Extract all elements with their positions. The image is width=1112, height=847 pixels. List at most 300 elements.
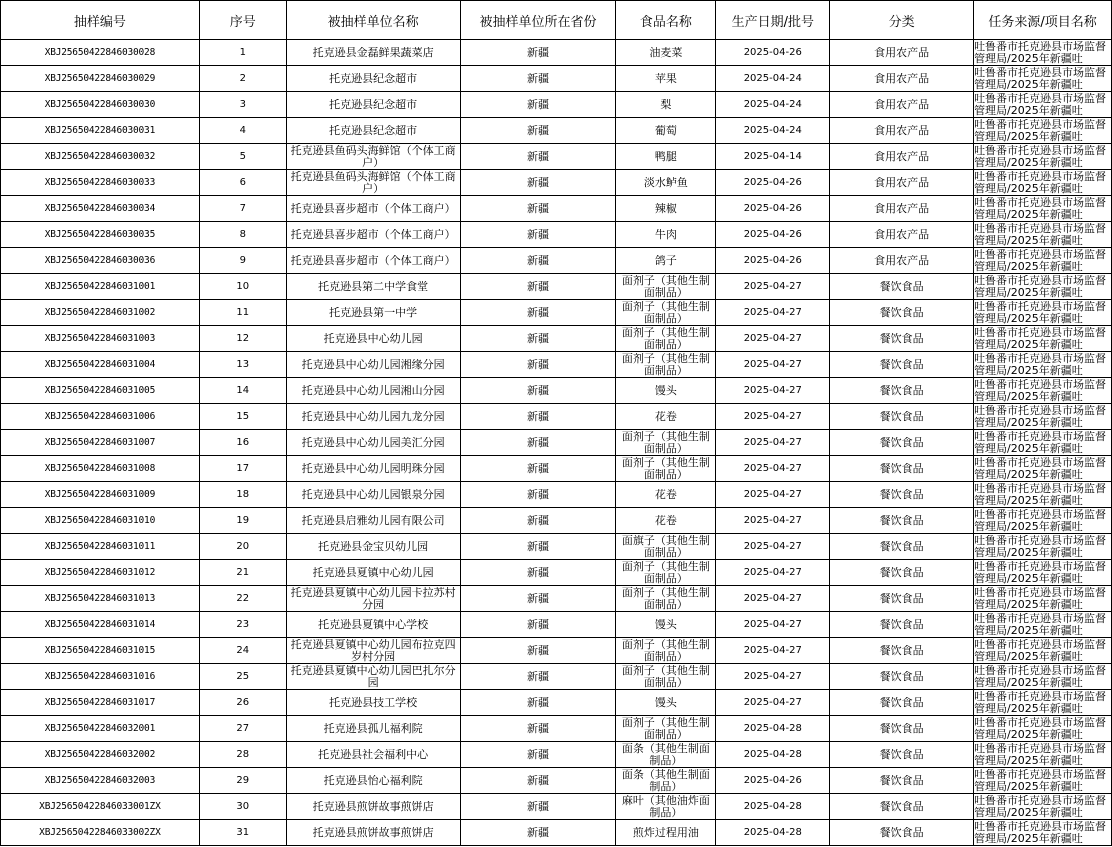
sampled-unit-cell-text: 托克逊县中心幼儿园明珠分园 bbox=[301, 462, 445, 475]
sample-code-cell-text: XBJ25650422846031014 bbox=[44, 618, 156, 630]
production-date-cell bbox=[716, 534, 830, 560]
sampled-unit-cell-text: 托克逊县喜步超市（个体工商户） bbox=[290, 228, 456, 241]
category-cell-text: 食用农产品 bbox=[874, 72, 930, 85]
production-date-cell bbox=[716, 768, 830, 794]
category-cell-text: 餐饮食品 bbox=[879, 670, 924, 683]
production-date-cell bbox=[716, 794, 830, 820]
production-date-cell bbox=[716, 92, 830, 118]
category-cell-text: 餐饮食品 bbox=[879, 306, 924, 319]
province-cell-text: 新疆 bbox=[526, 592, 549, 605]
table-row bbox=[1, 196, 1112, 222]
task-source-cell-text: 吐鲁番市托克逊县市场监督管理局/2025年新疆吐 bbox=[974, 352, 1107, 377]
serial-number-cell bbox=[199, 170, 286, 196]
production-date-cell bbox=[716, 404, 830, 430]
task-source-cell bbox=[974, 690, 1112, 716]
sample-code-cell-text: XBJ25650422846031015 bbox=[44, 644, 156, 656]
sampled-unit-cell bbox=[286, 378, 460, 404]
production-date-cell-text: 2025-04-27 bbox=[743, 384, 802, 396]
category-cell-text: 餐饮食品 bbox=[879, 748, 924, 761]
sample-code-cell-text: XBJ25650422846030034 bbox=[44, 202, 156, 214]
food-name-cell-text: 牛肉 bbox=[654, 228, 677, 241]
serial-number-cell-text: 29 bbox=[236, 774, 250, 786]
food-name-cell bbox=[616, 716, 716, 742]
sampled-unit-cell-text: 托克逊县夏镇中心幼儿园 bbox=[312, 566, 434, 579]
task-source-cell-text: 吐鲁番市托克逊县市场监督管理局/2025年新疆吐 bbox=[974, 170, 1107, 195]
province-cell-text: 新疆 bbox=[526, 332, 549, 345]
category-cell bbox=[830, 664, 974, 690]
task-source-cell-text: 吐鲁番市托克逊县市场监督管理局/2025年新疆吐 bbox=[974, 92, 1107, 117]
province-cell-text: 新疆 bbox=[526, 254, 549, 267]
province-cell-text: 新疆 bbox=[526, 722, 549, 735]
sampled-unit-cell bbox=[286, 560, 460, 586]
food-name-cell-text: 馒头 bbox=[654, 618, 677, 631]
food-name-cell-text: 花卷 bbox=[654, 488, 677, 501]
sample-code-cell-text: XBJ25650422846031013 bbox=[44, 592, 156, 604]
production-date-cell bbox=[716, 222, 830, 248]
production-date-cell bbox=[716, 66, 830, 92]
category-cell bbox=[830, 716, 974, 742]
serial-number-cell bbox=[199, 118, 286, 144]
task-source-cell bbox=[974, 196, 1112, 222]
serial-number-cell-text: 22 bbox=[236, 592, 250, 604]
task-source-cell-text: 吐鲁番市托克逊县市场监督管理局/2025年新疆吐 bbox=[974, 716, 1107, 741]
production-date-cell-text: 2025-04-26 bbox=[743, 228, 802, 240]
category-cell-text: 餐饮食品 bbox=[879, 722, 924, 735]
sample-code-cell-text: XBJ25650422846030033 bbox=[44, 176, 156, 188]
food-name-cell bbox=[616, 690, 716, 716]
serial-number-cell bbox=[199, 378, 286, 404]
task-source-cell bbox=[974, 92, 1112, 118]
task-source-cell bbox=[974, 144, 1112, 170]
food-name-cell bbox=[616, 742, 716, 768]
province-cell bbox=[460, 534, 616, 560]
production-date-cell bbox=[716, 820, 830, 846]
task-source-cell bbox=[974, 820, 1112, 846]
serial-number-cell-text: 26 bbox=[236, 696, 250, 708]
province-cell bbox=[460, 92, 616, 118]
sample-code-cell bbox=[1, 768, 200, 794]
food-name-cell-text: 鸽子 bbox=[654, 254, 677, 267]
serial-number-cell-text: 1 bbox=[239, 46, 246, 58]
food-name-cell-text: 面剂子（其他生制面制品） bbox=[621, 586, 710, 611]
table-row bbox=[1, 118, 1112, 144]
sampled-unit-cell bbox=[286, 352, 460, 378]
production-date-cell-text: 2025-04-26 bbox=[743, 176, 802, 188]
task-source-cell-text: 吐鲁番市托克逊县市场监督管理局/2025年新疆吐 bbox=[974, 274, 1107, 299]
province-cell-text: 新疆 bbox=[526, 488, 549, 501]
food-name-cell bbox=[616, 144, 716, 170]
table-row bbox=[1, 612, 1112, 638]
sampled-unit-cell-text: 托克逊县纪念超市 bbox=[329, 72, 418, 85]
sample-code-cell bbox=[1, 794, 200, 820]
serial-number-cell bbox=[199, 612, 286, 638]
sampled-unit-cell bbox=[286, 40, 460, 66]
production-date-cell bbox=[716, 40, 830, 66]
sampled-unit-cell bbox=[286, 430, 460, 456]
province-cell bbox=[460, 612, 616, 638]
production-date-cell bbox=[716, 638, 830, 664]
table-row bbox=[1, 248, 1112, 274]
province-cell-text: 新疆 bbox=[526, 436, 549, 449]
task-source-cell bbox=[974, 404, 1112, 430]
production-date-cell-text: 2025-04-27 bbox=[743, 358, 802, 370]
sample-code-cell-text: XBJ25650422846031011 bbox=[44, 540, 156, 552]
province-cell bbox=[460, 352, 616, 378]
serial-number-cell-text: 19 bbox=[236, 514, 250, 526]
production-date-cell-text: 2025-04-26 bbox=[743, 202, 802, 214]
category-cell bbox=[830, 794, 974, 820]
sample-code-cell-text: XBJ25650422846030031 bbox=[44, 124, 156, 136]
category-cell bbox=[830, 92, 974, 118]
category-cell bbox=[830, 248, 974, 274]
task-source-cell-text: 吐鲁番市托克逊县市场监督管理局/2025年新疆吐 bbox=[974, 404, 1107, 429]
province-cell-text: 新疆 bbox=[526, 514, 549, 527]
serial-number-cell bbox=[199, 690, 286, 716]
food-name-cell-text: 油麦菜 bbox=[649, 46, 683, 59]
sample-code-cell bbox=[1, 170, 200, 196]
food-name-cell bbox=[616, 274, 716, 300]
sampled-unit-cell-text: 托克逊县纪念超市 bbox=[329, 124, 418, 137]
production-date-cell bbox=[716, 248, 830, 274]
category-cell-text: 餐饮食品 bbox=[879, 618, 924, 631]
category-cell bbox=[830, 534, 974, 560]
sample-code-cell bbox=[1, 404, 200, 430]
sampled-unit-cell bbox=[286, 456, 460, 482]
sample-code-cell-text: XBJ25650422846031007 bbox=[44, 436, 156, 448]
sample-code-cell bbox=[1, 92, 200, 118]
category-cell-text: 餐饮食品 bbox=[879, 332, 924, 345]
sampled-unit-cell-text: 托克逊县中心幼儿园银泉分园 bbox=[301, 488, 445, 501]
table-row bbox=[1, 534, 1112, 560]
sampled-unit-cell-text: 托克逊县煎饼故事煎饼店 bbox=[312, 826, 434, 839]
table-row bbox=[1, 170, 1112, 196]
task-source-cell bbox=[974, 430, 1112, 456]
province-cell bbox=[460, 300, 616, 326]
sampled-unit-cell-text: 托克逊县第二中学食堂 bbox=[318, 280, 429, 293]
food-name-cell-text: 鸭腿 bbox=[654, 150, 677, 163]
table-row bbox=[1, 274, 1112, 300]
serial-number-cell-text: 15 bbox=[236, 410, 250, 422]
production-date-cell-text: 2025-04-27 bbox=[743, 696, 802, 708]
food-name-cell-text: 馒头 bbox=[654, 384, 677, 397]
province-cell-text: 新疆 bbox=[526, 644, 549, 657]
food-name-cell bbox=[616, 508, 716, 534]
sample-code-cell bbox=[1, 638, 200, 664]
serial-number-cell-text: 14 bbox=[236, 384, 250, 396]
sampled-unit-cell bbox=[286, 768, 460, 794]
province-cell-text: 新疆 bbox=[526, 566, 549, 579]
province-cell bbox=[460, 768, 616, 794]
header-serial-number: 序号 bbox=[199, 1, 286, 40]
task-source-cell-text: 吐鲁番市托克逊县市场监督管理局/2025年新疆吐 bbox=[974, 586, 1107, 611]
production-date-cell bbox=[716, 482, 830, 508]
category-cell bbox=[830, 768, 974, 794]
sample-code-cell-text: XBJ25650422846030030 bbox=[44, 98, 156, 110]
task-source-cell-text: 吐鲁番市托克逊县市场监督管理局/2025年新疆吐 bbox=[974, 456, 1107, 481]
sampled-unit-cell bbox=[286, 144, 460, 170]
table-row bbox=[1, 560, 1112, 586]
province-cell-text: 新疆 bbox=[526, 98, 549, 111]
sample-code-cell bbox=[1, 716, 200, 742]
sampled-unit-cell bbox=[286, 482, 460, 508]
sampled-unit-cell bbox=[286, 274, 460, 300]
task-source-cell-text: 吐鲁番市托克逊县市场监督管理局/2025年新疆吐 bbox=[974, 430, 1107, 455]
task-source-cell bbox=[974, 586, 1112, 612]
task-source-cell-text: 吐鲁番市托克逊县市场监督管理局/2025年新疆吐 bbox=[974, 768, 1107, 793]
province-cell-text: 新疆 bbox=[526, 800, 549, 813]
sample-code-cell-text: XBJ25650422846033002ZX bbox=[39, 826, 161, 838]
production-date-cell bbox=[716, 742, 830, 768]
production-date-cell-text: 2025-04-27 bbox=[743, 592, 802, 604]
task-source-cell-text: 吐鲁番市托克逊县市场监督管理局/2025年新疆吐 bbox=[974, 66, 1107, 91]
sampled-unit-cell-text: 托克逊县夏镇中心幼儿园卡拉苏村分园 bbox=[290, 586, 456, 611]
sample-code-cell bbox=[1, 378, 200, 404]
sample-code-cell bbox=[1, 274, 200, 300]
sampled-unit-cell-text: 托克逊县中心幼儿园美汇分园 bbox=[301, 436, 445, 449]
serial-number-cell-text: 30 bbox=[236, 800, 250, 812]
province-cell-text: 新疆 bbox=[526, 774, 549, 787]
province-cell bbox=[460, 664, 616, 690]
production-date-cell-text: 2025-04-28 bbox=[743, 800, 802, 812]
sampled-unit-cell-text: 托克逊县启雅幼儿园有限公司 bbox=[301, 514, 445, 527]
sample-code-cell bbox=[1, 482, 200, 508]
header-task-source: 任务来源/项目名称 bbox=[974, 1, 1112, 40]
sample-code-cell bbox=[1, 248, 200, 274]
serial-number-cell bbox=[199, 586, 286, 612]
sampled-unit-cell bbox=[286, 794, 460, 820]
sample-code-cell-text: XBJ25650422846031012 bbox=[44, 566, 156, 578]
task-source-cell-text: 吐鲁番市托克逊县市场监督管理局/2025年新疆吐 bbox=[974, 820, 1107, 845]
province-cell bbox=[460, 40, 616, 66]
sampled-unit-cell bbox=[286, 196, 460, 222]
province-cell bbox=[460, 430, 616, 456]
food-name-cell bbox=[616, 92, 716, 118]
food-name-cell bbox=[616, 196, 716, 222]
sampled-unit-cell-text: 托克逊县金宝贝幼儿园 bbox=[318, 540, 429, 553]
production-date-cell-text: 2025-04-27 bbox=[743, 566, 802, 578]
header-sampled-unit: 被抽样单位名称 bbox=[286, 1, 460, 40]
production-date-cell-text: 2025-04-26 bbox=[743, 46, 802, 58]
serial-number-cell bbox=[199, 638, 286, 664]
category-cell bbox=[830, 170, 974, 196]
category-cell bbox=[830, 482, 974, 508]
food-name-cell-text: 面剂子（其他生制面制品） bbox=[621, 664, 710, 689]
serial-number-cell bbox=[199, 326, 286, 352]
category-cell-text: 餐饮食品 bbox=[879, 410, 924, 423]
production-date-cell-text: 2025-04-24 bbox=[743, 124, 802, 136]
food-name-cell bbox=[616, 456, 716, 482]
category-cell bbox=[830, 820, 974, 846]
serial-number-cell bbox=[199, 664, 286, 690]
task-source-cell bbox=[974, 118, 1112, 144]
sampled-unit-cell-text: 托克逊县中心幼儿园九龙分园 bbox=[301, 410, 445, 423]
province-cell bbox=[460, 170, 616, 196]
sample-code-cell-text: XBJ25650422846031009 bbox=[44, 488, 156, 500]
table-row bbox=[1, 430, 1112, 456]
category-cell-text: 餐饮食品 bbox=[879, 566, 924, 579]
task-source-cell bbox=[974, 612, 1112, 638]
production-date-cell-text: 2025-04-24 bbox=[743, 98, 802, 110]
sample-code-cell bbox=[1, 586, 200, 612]
table-row bbox=[1, 638, 1112, 664]
table-row bbox=[1, 378, 1112, 404]
task-source-cell-text: 吐鲁番市托克逊县市场监督管理局/2025年新疆吐 bbox=[974, 664, 1107, 689]
production-date-cell-text: 2025-04-26 bbox=[743, 774, 802, 786]
production-date-cell-text: 2025-04-28 bbox=[743, 826, 802, 838]
serial-number-cell bbox=[199, 248, 286, 274]
province-cell bbox=[460, 66, 616, 92]
sample-code-cell-text: XBJ25650422846030028 bbox=[44, 46, 156, 58]
province-cell bbox=[460, 326, 616, 352]
serial-number-cell-text: 31 bbox=[236, 826, 250, 838]
production-date-cell bbox=[716, 118, 830, 144]
food-name-cell bbox=[616, 612, 716, 638]
task-source-cell-text: 吐鲁番市托克逊县市场监督管理局/2025年新疆吐 bbox=[974, 482, 1107, 507]
category-cell bbox=[830, 612, 974, 638]
serial-number-cell-text: 2 bbox=[239, 72, 246, 84]
task-source-cell bbox=[974, 560, 1112, 586]
food-name-cell-text: 辣椒 bbox=[654, 202, 677, 215]
serial-number-cell bbox=[199, 196, 286, 222]
province-cell bbox=[460, 274, 616, 300]
production-date-cell-text: 2025-04-27 bbox=[743, 332, 802, 344]
sampled-unit-cell bbox=[286, 742, 460, 768]
serial-number-cell-text: 13 bbox=[236, 358, 250, 370]
province-cell-text: 新疆 bbox=[526, 540, 549, 553]
serial-number-cell bbox=[199, 66, 286, 92]
category-cell-text: 餐饮食品 bbox=[879, 358, 924, 371]
task-source-cell bbox=[974, 326, 1112, 352]
sample-code-cell-text: XBJ25650422846032003 bbox=[44, 774, 156, 786]
serial-number-cell-text: 9 bbox=[239, 254, 246, 266]
category-cell bbox=[830, 404, 974, 430]
serial-number-cell bbox=[199, 40, 286, 66]
food-name-cell bbox=[616, 300, 716, 326]
province-cell-text: 新疆 bbox=[526, 696, 549, 709]
province-cell bbox=[460, 638, 616, 664]
sampled-unit-cell bbox=[286, 118, 460, 144]
table-row bbox=[1, 508, 1112, 534]
sampled-unit-cell-text: 托克逊县孤儿福利院 bbox=[323, 722, 423, 735]
province-cell-text: 新疆 bbox=[526, 46, 549, 59]
sample-code-cell bbox=[1, 456, 200, 482]
sampled-unit-cell bbox=[286, 170, 460, 196]
category-cell bbox=[830, 690, 974, 716]
production-date-cell-text: 2025-04-27 bbox=[743, 488, 802, 500]
category-cell-text: 餐饮食品 bbox=[879, 280, 924, 293]
province-cell-text: 新疆 bbox=[526, 150, 549, 163]
food-name-cell bbox=[616, 66, 716, 92]
category-cell-text: 食用农产品 bbox=[874, 150, 930, 163]
serial-number-cell-text: 27 bbox=[236, 722, 250, 734]
serial-number-cell-text: 23 bbox=[236, 618, 250, 630]
serial-number-cell bbox=[199, 300, 286, 326]
production-date-cell bbox=[716, 170, 830, 196]
sample-code-cell bbox=[1, 326, 200, 352]
table-row bbox=[1, 326, 1112, 352]
category-cell-text: 餐饮食品 bbox=[879, 540, 924, 553]
production-date-cell-text: 2025-04-27 bbox=[743, 436, 802, 448]
category-cell-text: 餐饮食品 bbox=[879, 826, 924, 839]
food-name-cell-text: 面剂子（其他生制面制品） bbox=[621, 560, 710, 585]
sampled-unit-cell-text: 托克逊县怡心福利院 bbox=[323, 774, 423, 787]
sampled-unit-cell-text: 托克逊县中心幼儿园 bbox=[323, 332, 423, 345]
table-row bbox=[1, 820, 1112, 846]
serial-number-cell bbox=[199, 794, 286, 820]
task-source-cell-text: 吐鲁番市托克逊县市场监督管理局/2025年新疆吐 bbox=[974, 40, 1107, 65]
category-cell-text: 食用农产品 bbox=[874, 98, 930, 111]
category-cell bbox=[830, 274, 974, 300]
food-name-cell bbox=[616, 482, 716, 508]
header-sample-code: 抽样编号 bbox=[1, 1, 200, 40]
category-cell-text: 餐饮食品 bbox=[879, 384, 924, 397]
production-date-cell-text: 2025-04-27 bbox=[743, 410, 802, 422]
serial-number-cell-text: 18 bbox=[236, 488, 250, 500]
table-row bbox=[1, 586, 1112, 612]
category-cell-text: 餐饮食品 bbox=[879, 696, 924, 709]
food-name-cell bbox=[616, 638, 716, 664]
task-source-cell bbox=[974, 378, 1112, 404]
food-name-cell-text: 面剂子（其他生制面制品） bbox=[621, 274, 710, 299]
serial-number-cell bbox=[199, 768, 286, 794]
serial-number-cell bbox=[199, 352, 286, 378]
sampled-unit-cell-text: 托克逊县煎饼故事煎饼店 bbox=[312, 800, 434, 813]
task-source-cell-text: 吐鲁番市托克逊县市场监督管理局/2025年新疆吐 bbox=[974, 248, 1107, 273]
serial-number-cell-text: 12 bbox=[236, 332, 250, 344]
sampled-unit-cell bbox=[286, 534, 460, 560]
serial-number-cell bbox=[199, 716, 286, 742]
sample-code-cell bbox=[1, 742, 200, 768]
province-cell bbox=[460, 118, 616, 144]
food-name-cell-text: 面剂子（其他生制面制品） bbox=[621, 300, 710, 325]
serial-number-cell-text: 8 bbox=[239, 228, 246, 240]
sample-code-cell-text: XBJ25650422846031017 bbox=[44, 696, 156, 708]
sampled-unit-cell bbox=[286, 300, 460, 326]
food-name-cell-text: 面剂子（其他生制面制品） bbox=[621, 326, 710, 351]
sampled-unit-cell bbox=[286, 716, 460, 742]
task-source-cell-text: 吐鲁番市托克逊县市场监督管理局/2025年新疆吐 bbox=[974, 196, 1107, 221]
task-source-cell-text: 吐鲁番市托克逊县市场监督管理局/2025年新疆吐 bbox=[974, 378, 1107, 403]
province-cell-text: 新疆 bbox=[526, 748, 549, 761]
province-cell-text: 新疆 bbox=[526, 670, 549, 683]
sample-code-cell-text: XBJ25650422846031016 bbox=[44, 670, 156, 682]
header-production-date: 生产日期/批号 bbox=[716, 1, 830, 40]
category-cell bbox=[830, 66, 974, 92]
sample-code-cell bbox=[1, 118, 200, 144]
serial-number-cell-text: 3 bbox=[239, 98, 246, 110]
sample-code-cell bbox=[1, 560, 200, 586]
province-cell bbox=[460, 482, 616, 508]
food-name-cell-text: 梨 bbox=[660, 98, 672, 111]
sampled-unit-cell bbox=[286, 664, 460, 690]
header-province: 被抽样单位所在省份 bbox=[460, 1, 616, 40]
category-cell bbox=[830, 560, 974, 586]
task-source-cell bbox=[974, 66, 1112, 92]
production-date-cell bbox=[716, 430, 830, 456]
category-cell bbox=[830, 222, 974, 248]
sampled-unit-cell bbox=[286, 690, 460, 716]
task-source-cell-text: 吐鲁番市托克逊县市场监督管理局/2025年新疆吐 bbox=[974, 794, 1107, 819]
production-date-cell-text: 2025-04-28 bbox=[743, 748, 802, 760]
food-name-cell bbox=[616, 430, 716, 456]
task-source-cell bbox=[974, 300, 1112, 326]
category-cell-text: 餐饮食品 bbox=[879, 774, 924, 787]
production-date-cell bbox=[716, 716, 830, 742]
table-row bbox=[1, 794, 1112, 820]
sampled-unit-cell-text: 托克逊县社会福利中心 bbox=[318, 748, 429, 761]
task-source-cell bbox=[974, 664, 1112, 690]
serial-number-cell bbox=[199, 560, 286, 586]
